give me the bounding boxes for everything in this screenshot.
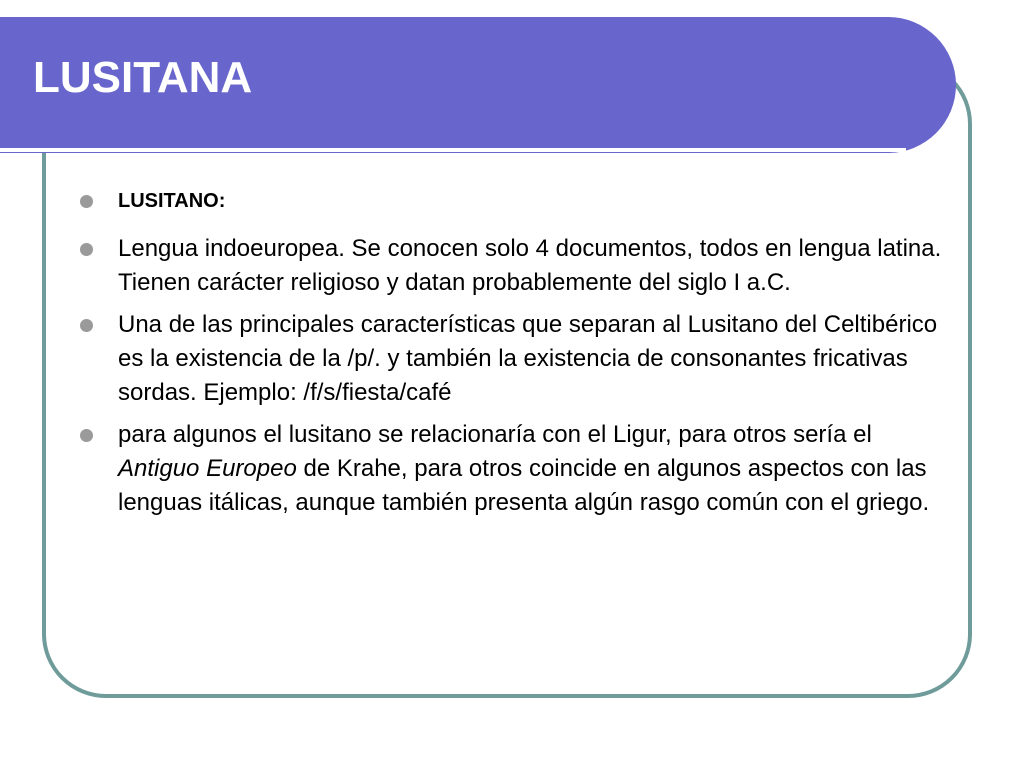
- bullet-dot-icon: [80, 319, 93, 332]
- bullet-text-italic: Antiguo Europeo: [118, 455, 297, 482]
- bullet-item: [76, 232, 956, 300]
- bullet-text: LUSITANO:: [118, 190, 226, 212]
- bullet-text: Una de las principales características que separan al Lusitano del Celtibérico es la existencia de la /p/. y también la existencia de consonantes fricativas sordas. Ejemplo: /f/s/fiesta/café: [118, 311, 938, 406]
- bullet-item: [76, 184, 956, 218]
- bullet-item: [76, 308, 956, 410]
- bullet-dot-icon: [80, 195, 93, 208]
- slide-title: LUSITANA: [33, 53, 253, 102]
- bullet-dot-icon: [80, 429, 93, 442]
- bullet-text-end: de Krahe, para otros coincide en algunos aspectos con las lenguas itálicas, aunque también presenta algún rasgo común con el griego.: [118, 455, 930, 516]
- bullet-dot-icon: [80, 243, 93, 256]
- bullet-list: [76, 184, 956, 520]
- bullet-text-start: para algunos el lusitano se relacionaría con el Ligur, para otros sería el: [118, 421, 872, 448]
- title-underline: [0, 148, 906, 152]
- bullet-text: Lengua indoeuropea. Se conocen solo 4 documentos, todos en lengua latina. Tienen carácter religioso y datan probablemente del siglo I a.C.: [118, 235, 942, 296]
- bullet-item: [76, 418, 956, 520]
